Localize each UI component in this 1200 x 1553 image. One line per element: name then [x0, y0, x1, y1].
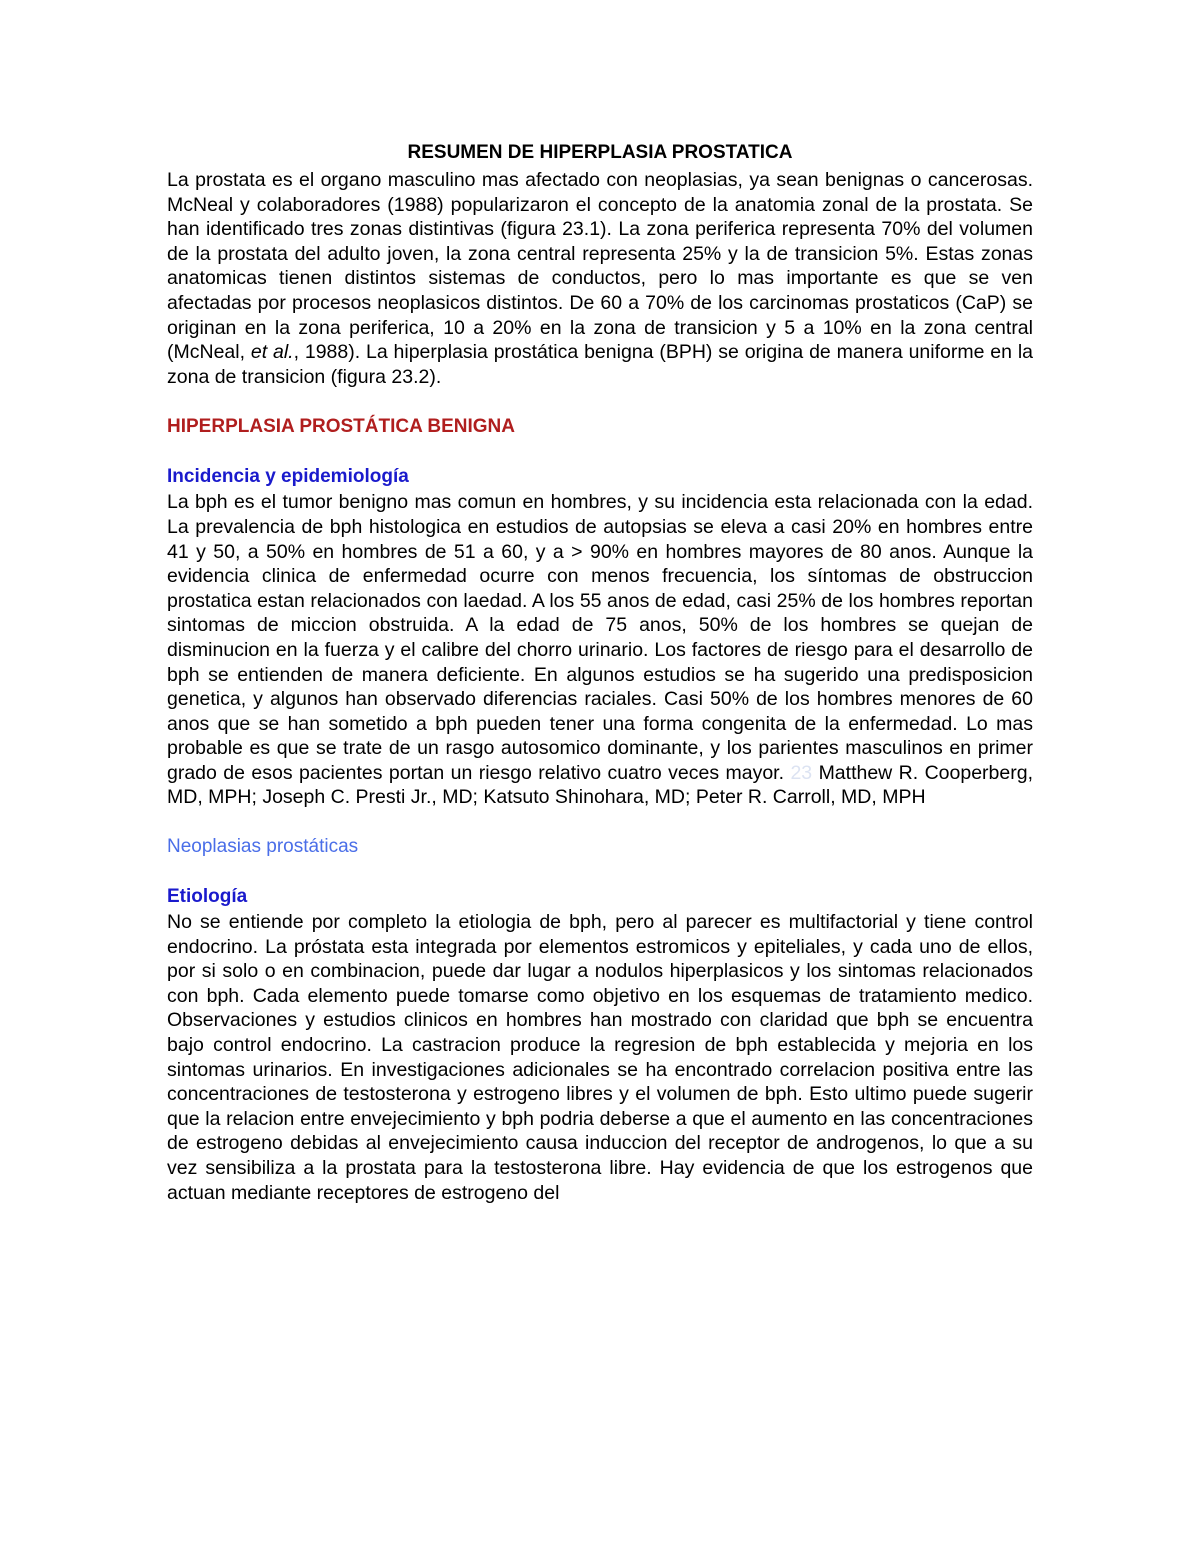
subheading-incidence: Incidencia y epidemiología — [167, 466, 409, 488]
etiology-paragraph: No se entiende por completo la etiologia de bph, pero al parecer es multifactorial y tiene control endocrino. La próstata esta integrada por elementos estromicos y epiteliales, y cada uno de ellos, por si solo o en combinacion, puede dar lugar a nodulos hiperplasicos y los sintomas relacionados con bph. Cada elemento puede tomarse como objetivo en los esquemas de tratamiento medico. Observaciones y estudios clinicos en hombres han mostrado con claridad que bph se encuentra bajo control endocrino. La castracion produce la regresion de bph establecida y mejoria en los sintomas urinarios. En investigaciones adicionales se ha encontrado correlacion positiva entre las concentraciones de testosterona y estrogeno libres y el volumen de bph. Esto ultimo puede sugerir que la relacion entre envejecimiento y bph podria deberse a que el aumento en las concentraciones de estrogeno debidas al envejecimiento causa induccion del receptor de androgenos, lo que a su vez sensibiliza a la prostata para la testosterona libre. Hay evidencia de que los estrogenos que actuan mediante receptores de estrogeno del — [167, 911, 1033, 1204]
subheading-etiology: Etiología — [167, 886, 248, 908]
incidence-authors: Matthew R. Cooperberg, MD, MPH; Joseph C. Presti Jr., MD; Katsuto Shinohara, MD; Peter R. Carroll, MD, MPH — [167, 761, 1033, 809]
incidence-text: La bph es el tumor benigno mas comun en hombres, y su incidencia esta relacionada con la edad. La prevalencia de bph histologica en estudios de autopsias se eleva a casi 20% en hombres entre 41 y 50, a 50% en hombres de 51 a 60, y a > 90% en hombres mayores de 80 anos. Aunque la evidencia clinica de enfermedad ocurre con menos frecuencia, los síntomas de obstruccion prostatica estan relacionados con laedad. A los 55 anos de edad, casi 25% de los hombres reportan sintomas de miccion obstruida. A la edad de 75 anos, 50% de los hombres se quejan de disminucion en la fuerza y el calibre del chorro urinario. Los factores de riesgo para el desarrollo de bph se entienden de manera deficiente. En algunos estudios se ha sugerido una predisposicion genetica, y algunos han observado diferencias raciales. Casi 50% de los hombres menores de 60 anos que se han sometido a bph pueden tener una forma congenita de la enfermedad. Lo mas probable es que se trate de un rasgo autosomico dominante, y los parientes masculinos en primer grado de esos pacientes portan un riesgo relativo cuatro veces mayor. — [167, 491, 1033, 784]
document-page — [167, 138, 1033, 1205]
intro-paragraph — [167, 168, 1033, 389]
neoplasias-link[interactable]: Neoplasias prostáticas — [167, 836, 359, 858]
intro-text-part2: , 1988). La hiperplasia prostática benigna (BPH) se origina de manera uniforme en la zona de transicion (figura 23.2). — [167, 341, 1034, 388]
intro-et-al: et al. — [250, 341, 294, 364]
section-heading-bph: HIPERPLASIA PROSTÁTICA BENIGNA — [167, 416, 516, 438]
intro-text-part1: La prostata es el organo masculino mas afectado con neoplasias, ya sean benignas o cancerosas. McNeal y colaboradores (1988) popularizaron el concepto de la anatomia zonal de la prostata. Se han identificado tres zonas distintivas (figura 23.1). La zona periferica representa 70% del volumen de la prostata del adulto joven, la zona central representa 25% y la de transicion 5%. Estas zonas anatomicas tienen distintos sistemas de conductos, pero lo mas importante es que se ven afectadas por procesos neoplasicos distintos. De 60 a 70% de los carcinomas prostaticos (CaP) se originan en la zona periferica, 10 a 20% en la zona de transicion y 5 a 10% en la zona central (McNeal, — [167, 169, 1033, 364]
footnote-marker: 23 — [790, 761, 813, 784]
incidence-paragraph — [167, 490, 1033, 810]
document-title: RESUMEN DE HIPERPLASIA PROSTATICA — [407, 142, 793, 163]
